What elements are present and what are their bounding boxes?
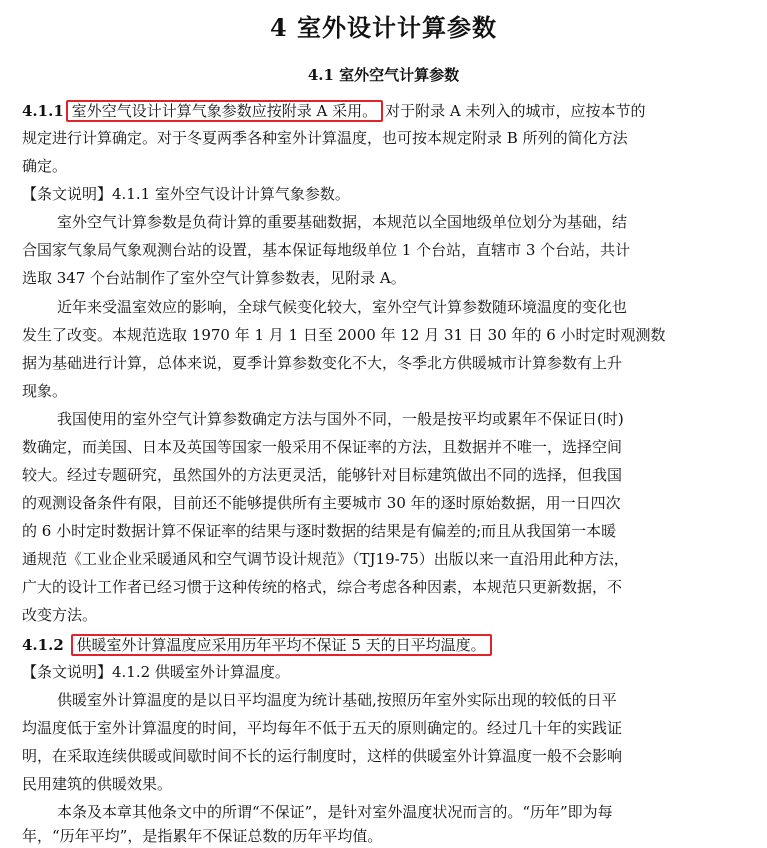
clause-4-1-1-line-2: 规定进行计算确定。对于冬夏两季各种室外计算温度，也可按本规定附录 B 所列的简化方法 [22, 129, 628, 147]
note-paragraph-line: 民用建筑的供暖效果。 [22, 775, 173, 793]
note-paragraph-line: 合国家气象局气象观测台站的设置，基本保证每地级单位 1 个台站，直辖市 3 个台站，共计 [22, 241, 631, 259]
chapter-title: 4 室外设计计算参数 [269, 13, 498, 42]
clause-4-1-2-line-1 [22, 634, 494, 654]
note-heading: 【条文说明】4.1.2 供暖室外计算温度。 [22, 663, 290, 681]
note-paragraph-line: 室外空气计算参数是负荷计算的重要基础数据，本规范以全国地级单位划分为基础，结 [57, 213, 628, 231]
note-paragraph-line: 通规范《工业企业采暖通风和空气调节设计规范》（TJ19-75）出版以来一直沿用此种方法， [22, 550, 629, 568]
note-paragraph-line: 本条及本章其他条文中的所谓“不保证”，是针对室外温度状况而言的。“历年”即为每 [57, 803, 613, 821]
highlighted-provision: 室外空气设计计算气象参数应按附录 A 采用。 [66, 100, 383, 122]
note-paragraph-line: 年，“历年平均”，是指累年不保证总数的历年平均值。 [22, 827, 383, 845]
note-paragraph-line: 数确定，而美国、日本及英国等国家一般采用不保证率的方法，且数据并不唯一，选择空间 [22, 438, 623, 456]
note-paragraph-line: 均温度低于室外计算温度的时间，平均每年不低于五天的原则确定的。经过几十年的实践证 [22, 719, 623, 737]
note-paragraph-line: 改变方法。 [22, 606, 98, 624]
note-paragraph-line: 的 6 小时定时数据计算不保证率的结果与逐时数据的结果是有偏差的;而且从我国第一本暖 [22, 522, 617, 540]
note-paragraph-line: 选取 347 个台站制作了室外空气计算参数表，见附录 A。 [22, 269, 406, 287]
note-paragraph-line: 现象。 [22, 382, 68, 400]
note-paragraph-line: 据为基础进行计算，总体来说，夏季计算参数变化不大，冬季北方供暖城市计算参数有上升 [22, 354, 623, 372]
note-paragraph-line: 发生了改变。本规范选取 1970 年 1 月 1 日至 2000 年 12 月 31 日 30 年的 6 小时定时观测数 [22, 326, 666, 344]
highlighted-provision: 供暖室外计算温度应采用历年平均不保证 5 天的日平均温度。 [71, 634, 492, 656]
clause-number: 4.1.2 [22, 636, 64, 654]
section-title: 4.1 室外空气计算参数 [307, 66, 460, 84]
note-paragraph-line: 供暖室外计算温度的是以日平均温度为统计基础,按照历年室外实际出现的较低的日平 [57, 691, 617, 709]
note-paragraph-line: 明，在采取连续供暖或间歇时间不长的运行制度时，这样的供暖室外计算温度一般不会影响 [22, 747, 623, 765]
note-paragraph-line: 较大。经过专题研究，虽然国外的方法更灵活，能够针对目标建筑做出不同的选择，但我国 [22, 466, 623, 484]
clause-4-1-1-line-3: 确定。 [22, 157, 68, 175]
note-paragraph-line: 近年来受温室效应的影响，全球气候变化较大，室外空气计算参数随环境温度的变化也 [57, 298, 628, 316]
note-paragraph-line: 广大的设计工作者已经习惯于这种传统的格式，综合考虑各种因素，本规范只更新数据，不 [22, 578, 623, 596]
clause-number: 4.1.1 [22, 102, 64, 120]
note-paragraph-line: 的观测设备条件有限，目前还不能够提供所有主要城市 30 年的逐时原始数据，用一日四次 [22, 494, 621, 512]
clause-text: 对于附录 A 未列入的城市，应按本节的 [385, 102, 646, 120]
note-paragraph-line: 我国使用的室外空气计算参数确定方法与国外不同，一般是按平均或累年不保证日(时) [57, 410, 624, 428]
clause-4-1-1-line-1 [22, 100, 646, 120]
note-heading: 【条文说明】4.1.1 室外空气设计计算气象参数。 [22, 185, 350, 203]
